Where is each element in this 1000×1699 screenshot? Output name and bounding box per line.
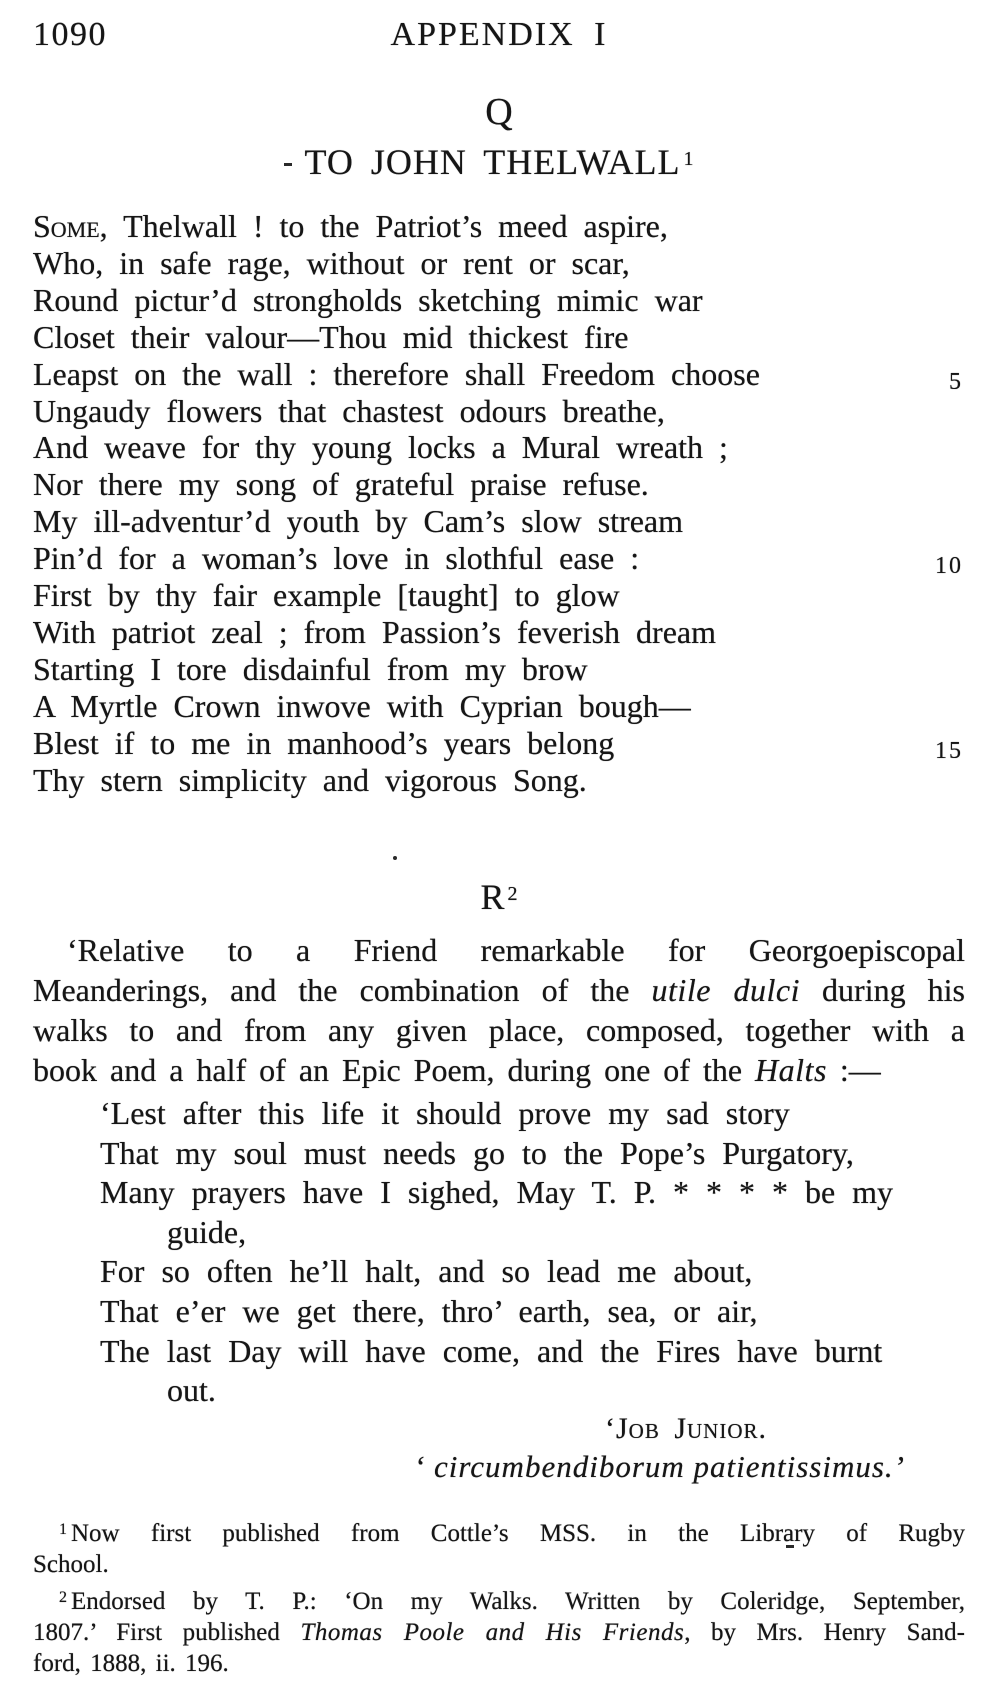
poem-line: Nor there my song of grateful praise refuse. [33, 466, 649, 503]
verse-line: The last Day will have come, and the Fires have burnt [100, 1332, 883, 1369]
poem-line: First by thy fair example [taught] to glow [33, 577, 620, 614]
poem-line: Round pictur’d strongholds sketching mimic war [33, 281, 703, 318]
section-label-r: R $^2$ [480, 877, 518, 917]
verse-line: For so often he’ll halt, and so lead me about, [100, 1253, 753, 1290]
poem-line: Who, in safe rage, without or rent or scar, [33, 244, 630, 281]
prose-line: Meanderings, and the combination of the utile dulci during his [33, 972, 966, 1008]
footnote-line: $^1$ Now first published from Cottle’s MSS. in the Library of Rugby [59, 1520, 965, 1547]
verse-r [33, 1094, 965, 1411]
poem-line: Some, Thelwall ! to the Patriot’s meed aspire, [33, 208, 668, 244]
scan-speck [393, 856, 397, 860]
signature-name: ‘Job Junior. [604, 1412, 767, 1445]
prose-line: walks to and from any given place, composed, together with a [33, 1012, 965, 1048]
running-header-title: APPENDIX I [390, 16, 608, 53]
verse-line: That my soul must needs go to the Pope’s Purgatory, [100, 1134, 854, 1171]
poem-line: Starting I tore disdainful from my brow [33, 650, 588, 687]
italic-book-title: Thomas Poole and His Friends [300, 1619, 685, 1646]
verse-line-continuation: guide, [167, 1213, 247, 1250]
prose-line: book and a half of an Epic Poem, during one of the Halts :— [33, 1052, 881, 1088]
footnote-1 [33, 1514, 965, 1580]
verse-line: Many prayers have I sighed, May T. P. * * * * be my [100, 1174, 894, 1211]
sonnet-to-john-thelwall [33, 208, 965, 799]
italic-phrase: Halts [755, 1052, 827, 1088]
poem-line: A Myrtle Crown inwove with Cyprian bough— [33, 687, 691, 724]
footnote-line: ford, 1888, ii. 196. [33, 1650, 229, 1677]
footnote-1-marker: 1 [59, 1521, 67, 1538]
footnote-line: School. [33, 1551, 109, 1578]
poem-title [33, 136, 965, 185]
poem-line: And weave for thy young locks a Mural wreath ; [33, 429, 728, 466]
line-number-5: 5 [949, 368, 963, 395]
scan-speck [284, 163, 292, 166]
footnote-line: $^2$ Endorsed by T. P.: ‘On my Walks. Written by Coleridge, September, [59, 1588, 965, 1615]
poem-line: Ungaudy flowers that chastest odours breathe, [33, 392, 665, 429]
verse-line: ‘Lest after this life it should prove my sad story [100, 1095, 790, 1131]
poem-line: Blest if to me in manhood’s years belong 15 [33, 725, 965, 762]
prose-line: ‘Relative to a Friend remarkable for Georgoepiscopal [67, 932, 965, 968]
line-number-10: 10 [935, 553, 963, 580]
footnote-2 [33, 1582, 965, 1679]
footnotes [33, 1514, 965, 1679]
signature-block [33, 1410, 965, 1486]
poem-title-text: TO JOHN THELWALL [304, 142, 681, 182]
section-label-q: Q [485, 91, 513, 133]
verse-line: That e’er we get there, thro’ earth, sea, or air, [100, 1292, 758, 1329]
poem-line: Pin’d for a woman’s love in slothful ease : 10 [33, 540, 965, 577]
poem-line: Closet their valour—Thou mid thickest fire [33, 318, 629, 355]
footnote-ref-2-marker: 2 [507, 883, 518, 905]
poem-line: With patriot zeal ; from Passion’s feverish dream [33, 613, 716, 650]
footnote-ref-1-marker: 1 [683, 148, 694, 170]
poem-line: My ill-adventur’d youth by Cam’s slow stream [33, 503, 683, 540]
footnote-line: 1807.’ First published Thomas Poole and His Friends, by Mrs. Henry Sand- [33, 1619, 965, 1646]
headnote-prose [33, 930, 965, 1090]
poem-line: Thy stern simplicity and vigorous Song. [33, 761, 587, 798]
small-caps-lead: Some, [33, 208, 108, 244]
footnote-2-marker: 2 [59, 1589, 67, 1606]
poem-line: Leapst on the wall : therefore shall Freedom choose 5 [33, 356, 965, 393]
running-header [33, 14, 965, 56]
line-number-15: 15 [935, 737, 963, 764]
page-number: 1090 [33, 16, 107, 53]
verse-line-continuation: out. [167, 1372, 216, 1409]
signature-motto: ‘ circumbendiborum patientissimus.’ [413, 1449, 905, 1484]
italic-phrase: utile dulci [651, 972, 800, 1008]
